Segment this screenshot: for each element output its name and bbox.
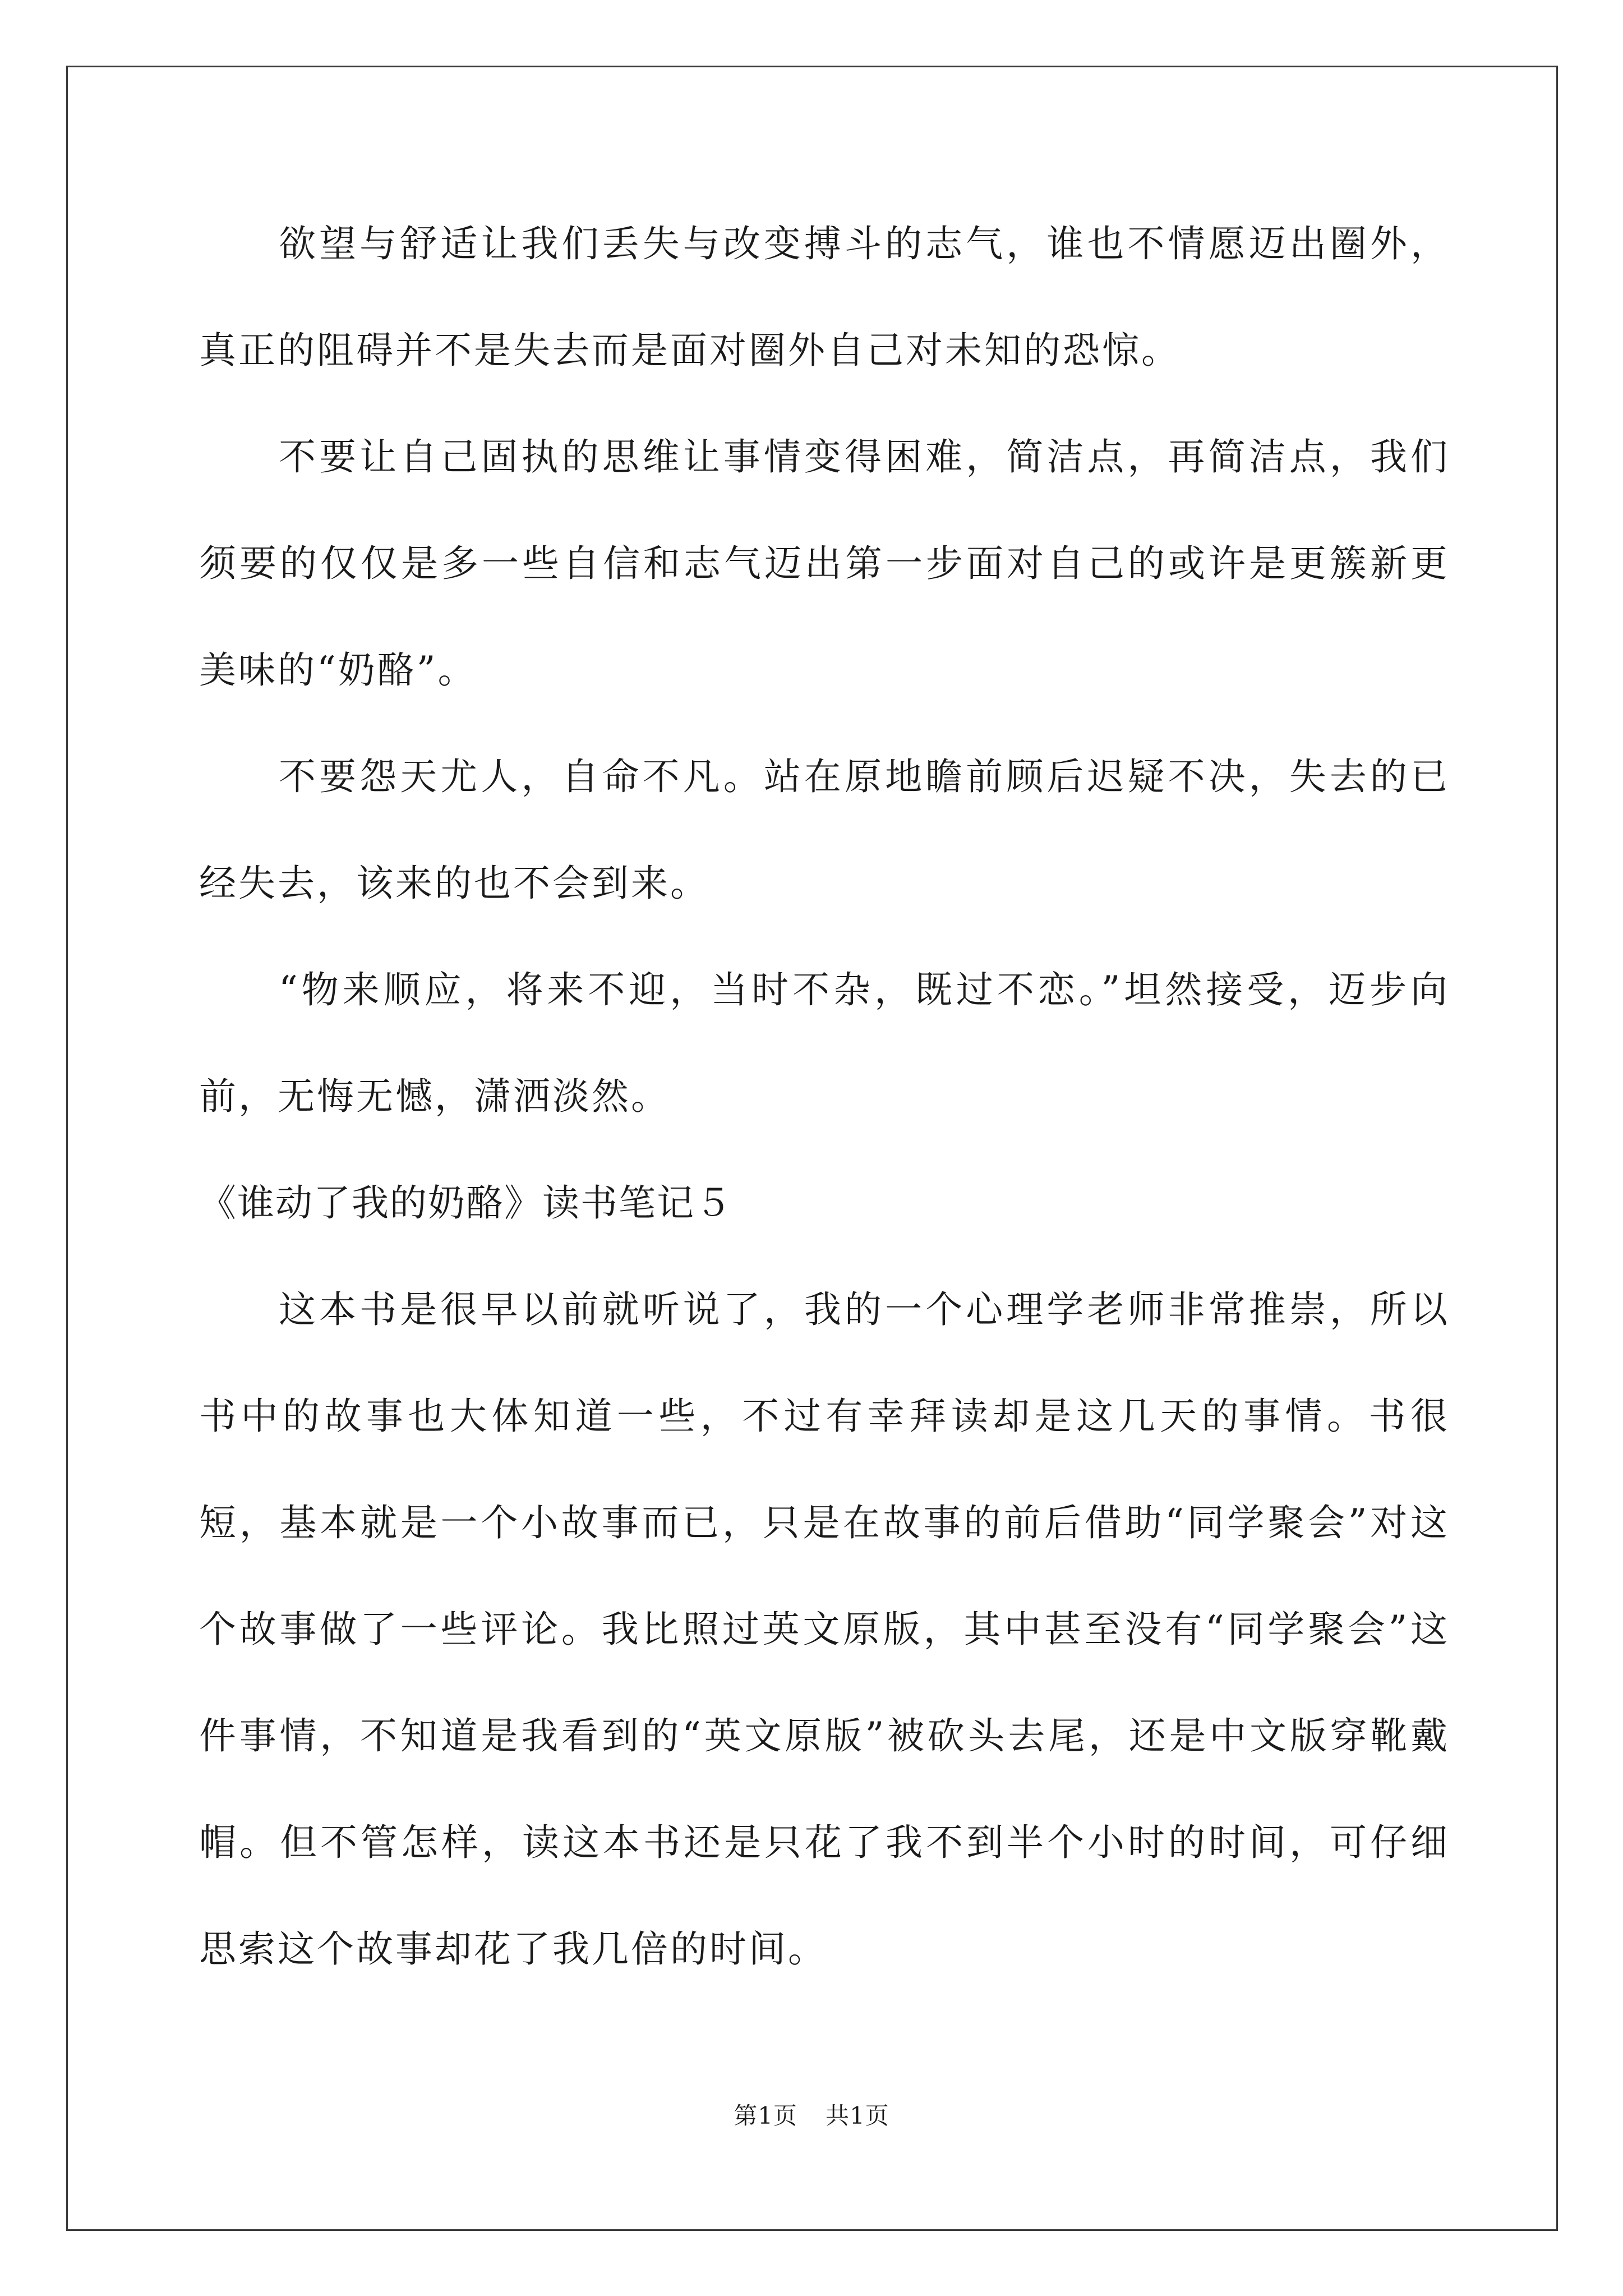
page-footer <box>0 2099 1623 2133</box>
paragraph: 这本书是很早以前就听说了，我的一个心理学老师非常推崇，所以书中的故事也大体知道一些，不过有幸拜读却是这几天的事情。书很短，基本就是一个小故事而已，只是在故事的前后借助“同学聚会”对这个故事做了一些评论。我比照过英文原版，其中甚至没有“同学聚会”这件事情，不知道是我看到的“英文原版”被砍头去尾，还是中文版穿靴戴帽。但不管怎样，读这本书还是只花了我不到半个小时的时间，可仔细思索这个故事却花了我几倍的时间。 <box>199 1288 1450 1971</box>
page-number: 第1页 <box>734 2102 797 2129</box>
paragraph: 欲望与舒适让我们丢失与改变搏斗的志气，谁也不情愿迈出圈外，真正的阻碍并不是失去而是面对圈外自己对未知的恐惊。 <box>199 222 1450 372</box>
paragraph: 不要让自己固执的思维让事情变得困难，简洁点，再简洁点，我们须要的仅仅是多一些自信和志气迈出第一步面对自己的或许是更簇新更美味的“奶酪”。 <box>199 435 1450 692</box>
paragraph: 不要怨天尤人，自命不凡。站在原地瞻前顾后迟疑不决，失去的已经失去，该来的也不会到来。 <box>199 755 1450 905</box>
section-heading: 《谁动了我的奶酪》读书笔记５ <box>199 1181 733 1225</box>
page-total: 共1页 <box>826 2102 889 2129</box>
document-body <box>199 191 1450 2003</box>
paragraph: “物来顺应，将来不迎，当时不杂，既过不恋。”坦然接受，迈步向前，无悔无憾，潇洒淡然。 <box>199 968 1450 1118</box>
